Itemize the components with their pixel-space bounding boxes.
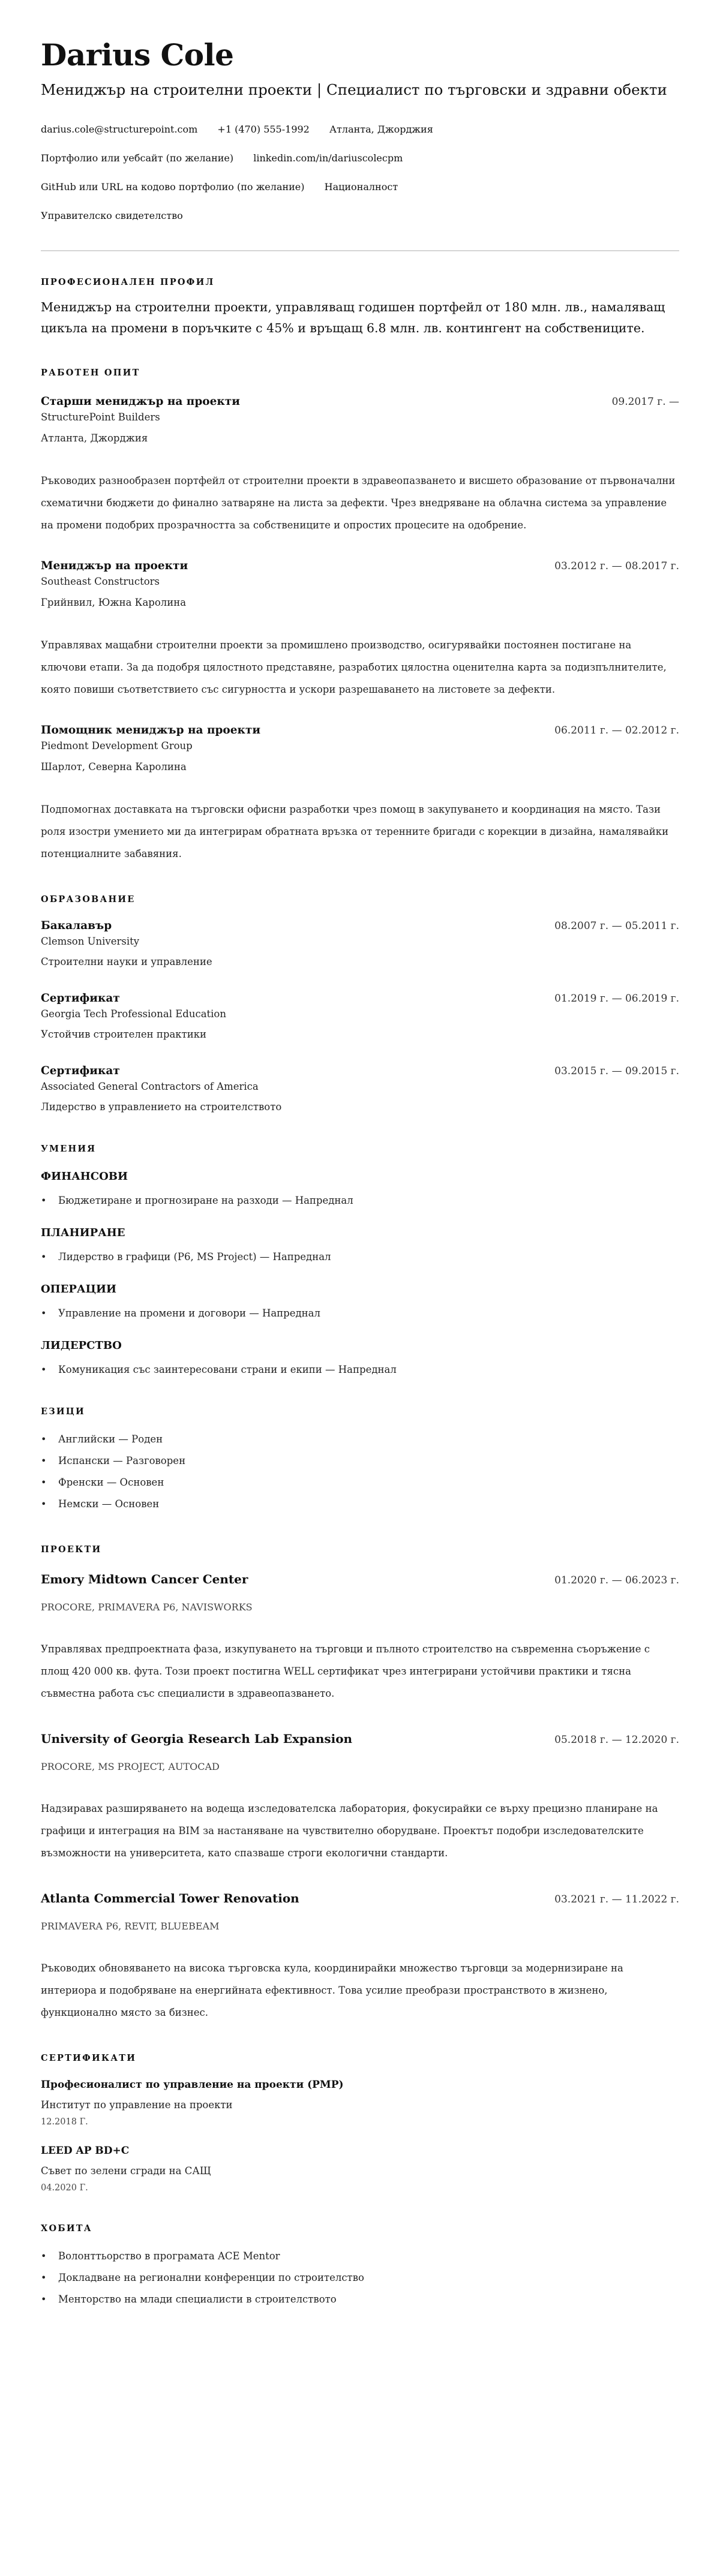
school-name: Clemson University	[41, 936, 140, 947]
field-of-study: Лидерство в управлението на строителството	[41, 1101, 282, 1113]
phone-number[interactable]: +1 (470) 555-1992	[217, 124, 310, 135]
project-dates: 05.2018 г. — 12.2020 г.	[554, 1734, 679, 1746]
language-item: • Немски — Основен	[41, 1493, 679, 1515]
experience-section	[41, 367, 679, 865]
profile-summary: Мениджър на строителни проекти, управляващ годишен портфейл от 180 млн. лв., намаляващ цикъла на промени в поръчките с 45% и връщащ 6.8 млн. лв. контингент на собствениците.	[41, 300, 665, 335]
skill-list	[41, 1194, 679, 1208]
job-description: Ръководих разнообразен портфейл от строителни проекти в здравеопазването и висшето образование от първоначални схематични бюджети до финално затваряне на листа за дефекти. Чрез внедряване на облачна система за управление на промени подобрих прозрачността за собствениците и опростих процесите на одобрение.	[41, 475, 676, 531]
certification-name: LEED AP BD+C	[41, 2145, 130, 2157]
skill-category: ПЛАНИРАНЕ	[41, 1227, 125, 1239]
projects-section	[41, 1544, 679, 2024]
certification-issuer: Институт по управление на проекти	[41, 2099, 233, 2111]
job-location: Атланта, Джорджия	[41, 432, 148, 444]
project-description: Надзиравах разширяването на водеща изследователска лаборатория, фокусирайки се върху прецизно планиране на графици и интеграция на BIM за настаняване на чувствително оборудване. Проектът подобри изследователските възможности на университета, като спазваше строги екологични стандарти.	[41, 1803, 658, 1859]
education-entry	[41, 919, 679, 969]
section-title: ПРОФЕСИОНАЛЕН ПРОФИЛ	[41, 277, 215, 287]
contact-row	[41, 144, 679, 173]
skill-list	[41, 1250, 679, 1264]
degree: Сертификат	[41, 1065, 120, 1077]
email-link[interactable]: darius.cole@structurepoint.com	[41, 124, 198, 135]
experience-entry	[41, 723, 679, 865]
section-title: ОБРАЗОВАНИЕ	[41, 894, 136, 904]
certifications-section	[41, 2052, 679, 2194]
education-dates: 01.2019 г. — 06.2019 г.	[554, 993, 679, 1005]
skill-item: • Комуникация със заинтересовани страни и екипи — Напреднал	[41, 1363, 679, 1377]
header-divider	[41, 250, 679, 251]
contact-info	[41, 115, 679, 230]
project-description: Управлявах предпроектната фаза, изкупуването на търговци и пълното строителство на съвременна съоръжение с площ 420 000 кв. фута. Този проект постигна WELL сертификат чрез интегрирани устойчиви практики и тясна съвместна работа със специалисти в здравеопазването.	[41, 1643, 650, 1699]
hobbies-section	[41, 2223, 679, 2310]
location: Атланта, Джорджия	[329, 124, 433, 135]
job-location: Шарлот, Северна Каролина	[41, 761, 187, 773]
project-entry	[41, 1731, 679, 1864]
language-item: • Испански — Разговорен	[41, 1450, 679, 1472]
resume-header	[41, 0, 679, 251]
skill-category: ФИНАНСОВИ	[41, 1170, 128, 1183]
education-dates: 03.2015 г. — 09.2015 г.	[554, 1065, 679, 1077]
project-name: Atlanta Commercial Tower Renovation	[41, 1891, 299, 1905]
certification-date: 04.2020 Г.	[41, 2183, 88, 2193]
school-name: Associated General Contractors of America	[41, 1081, 259, 1092]
portfolio-link[interactable]: Портфолио или уебсайт (по желание)	[41, 152, 234, 164]
certification-entry	[41, 2144, 679, 2194]
hobby-item: • Менторство на млади специалисти в строителството	[41, 2289, 679, 2310]
language-list	[41, 1429, 679, 1515]
section-title: ПРОЕКТИ	[41, 1544, 102, 1555]
education-dates: 08.2007 г. — 05.2011 г.	[554, 920, 679, 932]
skill-item: • Бюджетиране и прогнозиране на разходи — Напреднал	[41, 1194, 679, 1208]
certification-name: Професионалист по управление на проекти (PMP)	[41, 2079, 344, 2091]
company-name: StructurePoint Builders	[41, 411, 160, 423]
hobby-item: • Докладване на регионални конференции по строителство	[41, 2267, 679, 2289]
section-title: СЕРТИФИКАТИ	[41, 2053, 137, 2063]
section-title: ХОБИТА	[41, 2223, 92, 2234]
job-dates: 09.2017 г. —	[611, 396, 679, 408]
job-description: Управлявах мащабни строителни проекти за промишлено производство, осигурявайки постоянен постигане на ключови етапи. За да подобря цялостното представяне, разработих цялостна оценителна карта за подизпълнителите, която повиши съответствието със сигурността и ускори разрешаването на листовете за дефекти.	[41, 639, 667, 695]
candidate-name: Darius Cole	[41, 37, 234, 73]
project-name: University of Georgia Research Lab Expansion	[41, 1732, 353, 1746]
project-tech-stack: PROCORE, PRIMAVERA P6, NAVISWORKS	[41, 1601, 253, 1613]
company-name: Southeast Constructors	[41, 576, 160, 587]
field-of-study: Устойчив строителен практики	[41, 1029, 207, 1040]
contact-row	[41, 115, 679, 144]
school-name: Georgia Tech Professional Education	[41, 1008, 226, 1020]
project-entry	[41, 1890, 679, 2024]
skills-section	[41, 1143, 679, 1377]
job-title: Мениджър на проекти	[41, 560, 188, 572]
education-entry	[41, 1064, 679, 1114]
driving-license: Управителско свидетелство	[41, 210, 183, 221]
project-name: Emory Midtown Cancer Center	[41, 1572, 248, 1586]
job-location: Грийнвил, Южна Каролина	[41, 597, 187, 608]
profile-section	[41, 276, 679, 338]
job-dates: 03.2012 г. — 08.2017 г.	[554, 560, 679, 572]
candidate-headline: Мениджър на строителни проекти | Специалист по търговски и здравни обекти	[41, 81, 667, 98]
nationality: Националност	[324, 181, 398, 193]
degree: Бакалавър	[41, 919, 112, 932]
project-dates: 03.2021 г. — 11.2022 г.	[554, 1893, 679, 1905]
section-title: УМЕНИЯ	[41, 1144, 97, 1154]
project-tech-stack: PRIMAVERA P6, REVIT, BLUEBEAM	[41, 1920, 220, 1932]
project-dates: 01.2020 г. — 06.2023 г.	[554, 1574, 679, 1586]
project-description: Ръководих обновяването на висока търговска кула, координирайки множество търговци за модернизиране на интериора и подобряване на енергийната ефективност. Това усилие преобрази пространството в жизнено, функционално място за бизнес.	[41, 1962, 623, 2018]
job-dates: 06.2011 г. — 02.2012 г.	[554, 725, 679, 737]
project-entry	[41, 1571, 679, 1705]
job-title: Помощник мениджър на проекти	[41, 724, 261, 737]
job-description: Подпомогнах доставката на търговски офисни разработки чрез помощ в закупуването и координация на място. Тази роля изостри умението ми да интегрирам обратната връзка от теренните бригади с корекции в дизайна, намалявайки потенциалните забавяния.	[41, 804, 669, 859]
linkedin-link[interactable]: linkedin.com/in/dariuscolecpm	[253, 152, 403, 164]
language-item: • Английски — Роден	[41, 1429, 679, 1450]
certification-date: 12.2018 Г.	[41, 2117, 88, 2127]
github-link[interactable]: GitHub или URL на кодово портфолио (по желание)	[41, 181, 305, 193]
company-name: Piedmont Development Group	[41, 740, 193, 752]
skill-list	[41, 1363, 679, 1377]
job-title: Старши мениджър на проекти	[41, 395, 240, 408]
education-entry	[41, 991, 679, 1042]
skill-category: ЛИДЕРСТВО	[41, 1339, 122, 1352]
hobby-list	[41, 2246, 679, 2310]
field-of-study: Строителни науки и управление	[41, 956, 212, 967]
skill-category: ОПЕРАЦИИ	[41, 1283, 116, 1295]
project-tech-stack: PROCORE, MS PROJECT, AUTOCAD	[41, 1761, 220, 1772]
contact-row	[41, 202, 679, 230]
language-item: • Френски — Основен	[41, 1472, 679, 1493]
contact-row	[41, 173, 679, 202]
hobby-item: • Волонттьорство в програмата ACE Mentor	[41, 2246, 679, 2267]
certification-entry	[41, 2078, 679, 2128]
experience-entry	[41, 559, 679, 701]
languages-section	[41, 1406, 679, 1515]
experience-entry	[41, 395, 679, 536]
skill-item: • Лидерство в графици (P6, MS Project) — Напреднал	[41, 1250, 679, 1264]
education-section	[41, 894, 679, 1114]
section-title: РАБОТЕН ОПИТ	[41, 368, 140, 378]
certification-issuer: Съвет по зелени сгради на САЩ	[41, 2165, 211, 2177]
degree: Сертификат	[41, 992, 120, 1005]
skill-list	[41, 1306, 679, 1321]
section-title: ЕЗИЦИ	[41, 1406, 85, 1417]
skill-item: • Управление на промени и договори — Напреднал	[41, 1306, 679, 1321]
